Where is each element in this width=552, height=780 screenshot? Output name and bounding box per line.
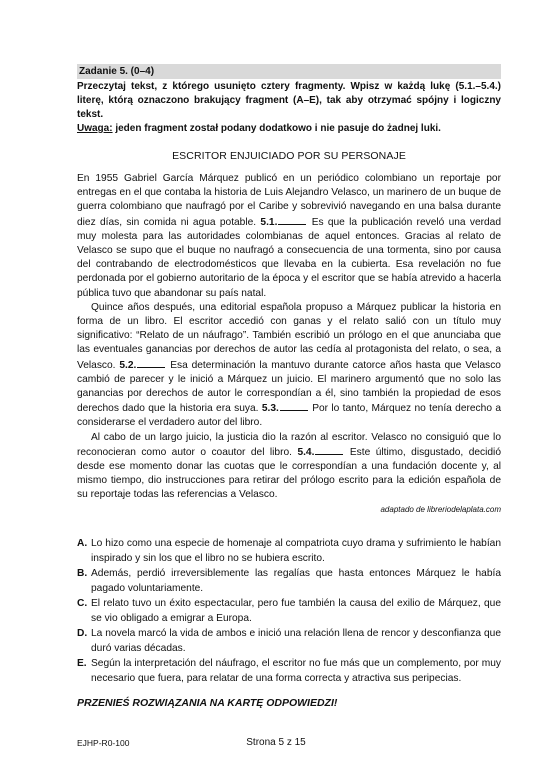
option-letter: E. [77, 657, 87, 669]
paragraph-text: Este último, disgustado, decidió desde ese momento donar las cuotas que le correspondían a una fundación docente y, al mismo tiempo, dio instrucciones para retirar del prólogo escrito para la edición española de su reportaje todas las referencias a Velasco. [77, 446, 501, 501]
gap-label-5-1: 5.1. [260, 216, 278, 228]
paragraph-text: Al cabo de un largo juicio, la justicia dio la razón al escritor. Velasco no consiguió que lo reconocieran como autor o coautor del libro. [77, 431, 501, 458]
option-letter: A. [77, 537, 88, 549]
article-paragraph-3 [77, 431, 501, 503]
note-text: jeden fragment został podany dodatkowo i nie pasuje do żadnej luki. [112, 123, 441, 134]
option-letter: C. [77, 597, 88, 609]
exam-page [77, 64, 501, 686]
option-e [77, 656, 501, 686]
article-title: ESCRITOR ENJUICIADO POR SU PERSONAJE [172, 150, 406, 162]
instruction-text: Przeczytaj tekst, z którego usunięto cztery fragmenty. Wpisz w każdą lukę (5.1.–5.4.) literę, którą oznaczono brakujący fragment (A–E), tak aby otrzymać spójny i logiczny tekst. [77, 81, 501, 120]
option-text: Además, perdió irreversiblemente las regalías que hasta entonces Márquez le había pagado voluntariamente. [91, 567, 501, 594]
task-instruction [77, 80, 501, 136]
gap-blank-5-1 [278, 215, 306, 225]
option-b [77, 566, 501, 596]
paragraph-text: Por lo tanto, Márquez no tenía derecho a considerarse el verdadero autor del libro. [77, 403, 501, 429]
paragraph-text: En 1955 Gabriel García Márquez publicó en un periódico colombiano un reportaje por entregas en el que contaba la historia de Luis Alejandro Velasco, un marinero de un buque de guerra colombiano que naufragó por el Caribe y sobrevivió navegando en una balsa durante diez días, sin comida ni agua potable. [77, 173, 501, 228]
transfer-answers-instruction: PRZENIEŚ ROZWIĄZANIA NA KARTĘ ODPOWIEDZI! [77, 697, 338, 709]
gap-blank-5-2 [137, 358, 165, 368]
options-list [77, 536, 501, 686]
gap-blank-5-4 [315, 445, 343, 455]
article-paragraph-2 [77, 301, 501, 431]
paragraph-text: Esa determinación la mantuvo durante catorce años hasta que Velasco cambió de parecer y le inició a Márquez un juicio. El marinero argumentó que no solo las ganancias por derechos de autor le correspondían a él, sino también la propiedad de esos derechos dado que la historia era suya. [77, 359, 501, 415]
article-source: adaptado de librerіodelaplata.com [380, 504, 501, 514]
option-letter: B. [77, 567, 88, 579]
task-header: Zadanie 5. (0–4) [77, 64, 501, 79]
paragraph-text: Quince años después, una editorial española propuso a Márquez publicar la historia en forma de un libro. El escritor accedió con ganas y el relato salió con un título muy significativo: “Relato de un náufrago”. También escribió un prólogo en el que anunciaba que las eventuales ganancias por derechos de autor las cedía al protagonista del relato, o sea, a Velasco. [77, 301, 501, 371]
page-number: Strona 5 z 15 [246, 737, 306, 748]
gap-label-5-3: 5.3. [261, 403, 279, 415]
gap-blank-5-3 [280, 401, 308, 411]
option-text: Lo hizo como una especie de homenaje al compatriota cuyo drama y sufrimiento le habían inspirado y sin los que el libro no se hubiera escrito. [91, 537, 501, 564]
gap-label-5-4: 5.4. [297, 446, 315, 458]
note-label: Uwaga: [77, 123, 113, 134]
gap-label-5-2: 5.2. [119, 359, 137, 371]
option-d [77, 626, 501, 656]
option-text: El relato tuvo un éxito espectacular, pero fue también la causa del exilio de Márquez, que se vio obligado a emigrar a Europa. [91, 597, 501, 624]
exam-code: EJHP-R0-100 [77, 738, 130, 748]
option-text: Según la interpretación del náufrago, el escritor no fue más que un complemento, por muy necesario que fuera, para relatar de una forma correcta y atractiva sus peripecias. [91, 657, 501, 684]
article-paragraph-1 [77, 172, 501, 301]
option-letter: D. [77, 627, 88, 639]
paragraph-text: Es que la publicación reveló una verdad muy molesta para las autoridades colombianas de aquel entonces. Gracias al relato de Velasco se supo que el buque no naufragó a consecuencia de una tormenta, sino por causa del contrabando de electrodomésticos que llevaba en la cubierta. Esa revelación no fue perdonada por el gobierno autoritario de la época y el escritor que se había atrevido a hacerla pública tuvo que abandonar su país natal. [77, 216, 501, 299]
option-a [77, 536, 501, 566]
option-c [77, 596, 501, 626]
option-text: La novela marcó la vida de ambos e inició una relación llena de rencor y desconfianza que duró varias décadas. [91, 627, 501, 654]
